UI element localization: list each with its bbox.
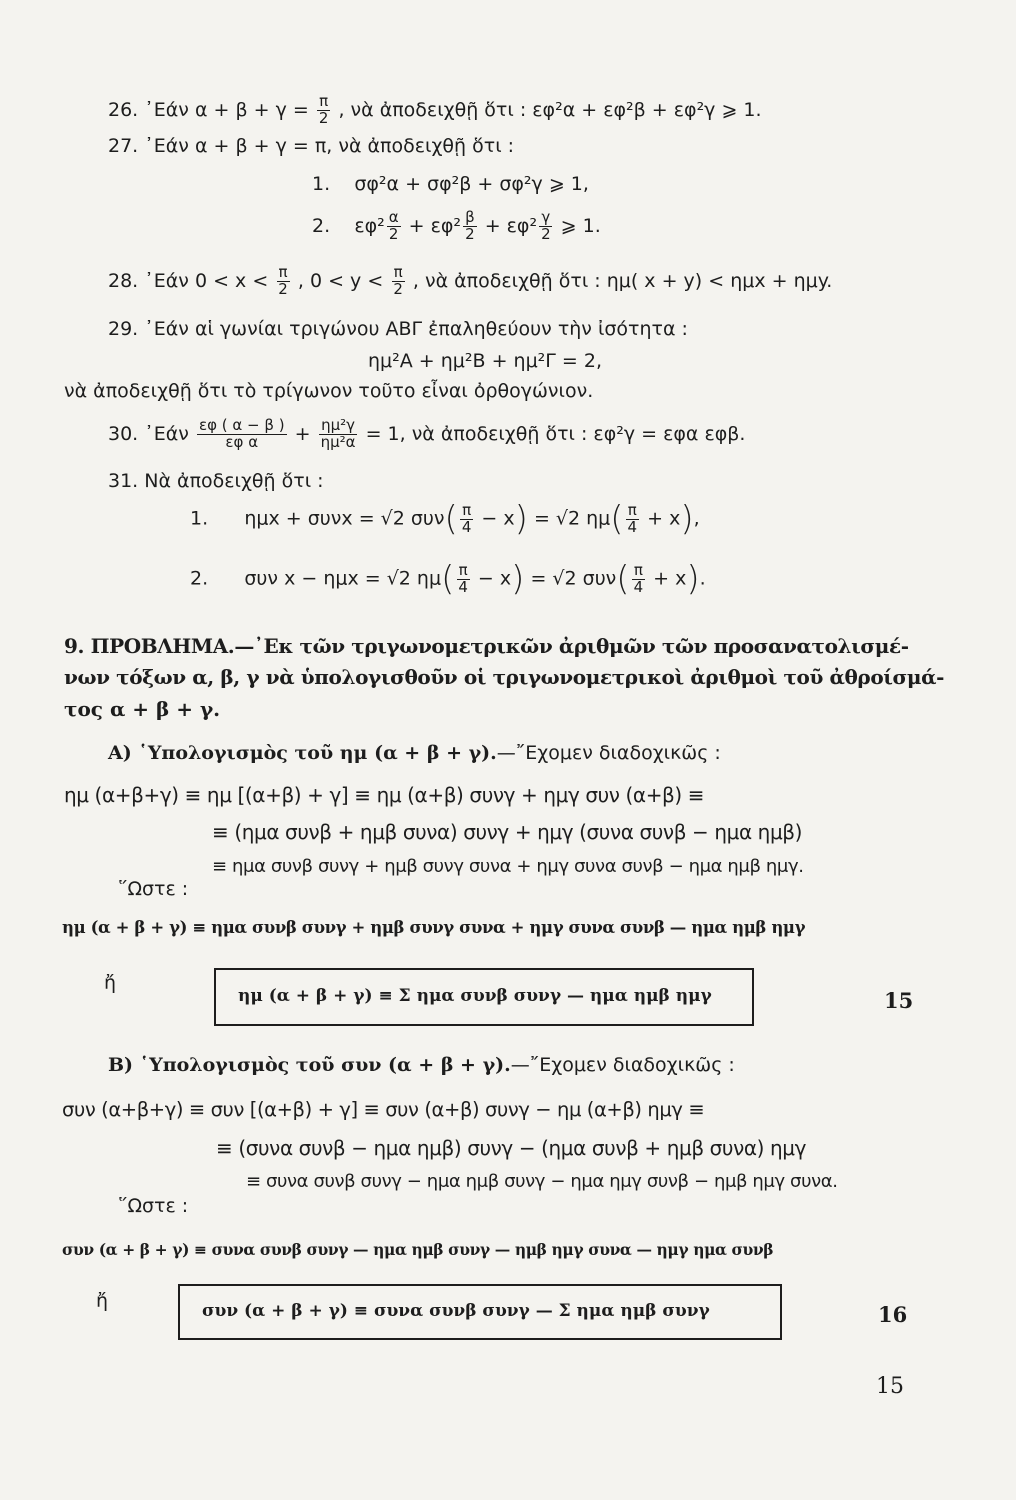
section-heading-line-1: 9. ΠΡΟΒΛΗΜΑ.—᾿Εκ τῶν τριγωνομετρικῶν ἀριθμῶν τῶν προσανατολισμέ- <box>64 634 909 658</box>
fraction-denominator: 2 <box>541 224 551 243</box>
item-text: = √2 ημ <box>533 507 611 530</box>
part-a-title-bold: Α) ῾Υπολογισμὸς τοῦ ημ (α + β + γ). <box>108 742 497 764</box>
item-text: + εφ² <box>408 214 462 237</box>
problem-text: ᾿Εάν <box>144 422 189 445</box>
fraction-denominator: 2 <box>278 279 288 298</box>
fraction <box>391 265 405 298</box>
part-b-line-2: ≡ (συνα συνβ − ημα ημβ) συνγ − (ημα συνβ + ημβ συνα) ημγ <box>216 1136 807 1160</box>
part-a-title <box>108 744 721 763</box>
boxed-formula-text: ημ (α + β + γ) ≡ Σ ημα συνβ συνγ — ημα ημβ ημγ <box>238 986 712 1006</box>
fraction-denominator: 2 <box>393 279 403 298</box>
problem-text: ᾿Εάν α + β + γ = <box>144 98 309 121</box>
fraction-numerator: γ <box>541 208 551 226</box>
part-b-or: ἤ <box>96 1290 109 1312</box>
problem-29-equation: ημ²Α + ημ²Β + ημ²Γ = 2, <box>368 350 602 372</box>
fraction-numerator: π <box>458 560 468 579</box>
section-heading-line-3: τος α + β + γ. <box>64 697 221 721</box>
problem-30 <box>108 418 745 451</box>
fraction-denominator: 4 <box>633 577 644 596</box>
problem-27-item-2 <box>312 210 601 243</box>
fraction-numerator: π <box>278 263 288 281</box>
problem-number: 29. <box>108 318 139 340</box>
part-b-title <box>108 1056 735 1075</box>
item-text: ⩾ 1. <box>560 214 601 237</box>
problem-31-item-2: 2. συν x − ημx = √2 ημ( $\frac{\pi}{4}$ − x) = √2 συν( $\frac{\pi}{4}$ + x). <box>190 559 706 599</box>
fraction-denominator: 2 <box>465 224 475 243</box>
fraction-numerator: π <box>393 263 403 281</box>
problem-29 <box>108 320 688 339</box>
item-text: + x <box>653 567 687 590</box>
fraction-numerator: π <box>633 560 643 579</box>
fraction-denominator: 4 <box>458 577 468 596</box>
fraction-numerator: α <box>388 208 399 226</box>
item-text: + x <box>647 507 681 530</box>
fraction-denominator: ημ²α <box>320 432 356 451</box>
equation-number: 16 <box>878 1302 908 1327</box>
part-b-title-bold: Β) ῾Υπολογισμὸς τοῦ συν (α + β + γ). <box>108 1054 511 1076</box>
problem-text: = 1, νὰ ἀποδειχθῇ ὅτι : εφ²γ = εφα εφβ. <box>365 422 746 445</box>
fraction <box>319 418 358 451</box>
item-text: σφ²α + σφ²β + σφ²γ ⩾ 1, <box>354 173 589 195</box>
fraction-denominator: 2 <box>388 224 399 243</box>
problem-27 <box>108 137 514 156</box>
boxed-formula-text: συν (α + β + γ) ≡ συνα συνβ συνγ — Σ ημα ημβ συνγ <box>202 1301 710 1321</box>
item-text: συν x − ημx = √2 ημ <box>244 567 442 590</box>
fraction-denominator: 2 <box>318 108 329 127</box>
equation-number: 15 <box>884 988 914 1013</box>
item-text: − x <box>477 567 512 590</box>
problem-text: , νὰ ἀποδειχθῇ ὅτι : εφ²α + εφ²β + εφ²γ ⩾ 1. <box>338 98 762 121</box>
part-a-hoste: ῞Ωστε : <box>118 878 189 900</box>
part-b-result: συν (α + β + γ) ≡ συνα συνβ συνγ — ημα ημβ συνγ — ημβ ημγ συνα — ημγ ημα συνβ <box>62 1240 774 1259</box>
problem-28 <box>108 265 832 298</box>
part-b-boxed-formula <box>178 1284 782 1340</box>
fraction <box>197 418 287 451</box>
fraction-denominator: 4 <box>627 517 638 536</box>
problem-text: ᾿Εάν α + β + γ = π, νὰ ἀποδειχθῇ ὅτι : <box>144 135 515 157</box>
fraction <box>632 560 646 596</box>
fraction-numerator: π <box>319 92 329 110</box>
fraction-denominator: 4 <box>461 517 472 536</box>
part-a-title-rest: —῎Εχομεν διαδοχικῶς : <box>496 742 721 764</box>
item-text: εφ² <box>354 214 385 237</box>
item-number: 2. <box>190 567 209 590</box>
problem-26 <box>108 94 762 127</box>
fraction <box>276 265 290 298</box>
part-b-hoste: ῞Ωστε : <box>118 1195 189 1217</box>
problem-number: 28. <box>108 269 139 292</box>
item-text: + εφ² <box>484 214 538 237</box>
fraction <box>626 500 640 536</box>
problem-text: Νὰ ἀποδειχθῇ ὅτι : <box>144 470 324 492</box>
problem-text: ᾿Εάν αἱ γωνίαι τριγώνου ΑΒΓ ἐπαληθεύουν τὴν ἰσότητα : <box>144 318 688 340</box>
problem-27-item-1 <box>312 175 589 194</box>
fraction-numerator: π <box>627 500 637 519</box>
fraction-numerator: π <box>462 500 472 519</box>
item-number: 1. <box>190 507 209 530</box>
problem-number: 27. <box>108 135 139 157</box>
item-text: . <box>699 567 706 590</box>
item-text: = √2 συν <box>530 567 617 590</box>
fraction <box>539 210 553 243</box>
part-b-line-3: ≡ συνα συνβ συνγ − ημα ημβ συνγ − ημα ημγ συνβ − ημβ ημγ συνα. <box>246 1171 838 1192</box>
part-a-line-3: ≡ ημα συνβ συνγ + ημβ συνγ συνα + ημγ συνα συνβ − ημα ημβ ημγ. <box>212 856 804 877</box>
problem-31 <box>108 472 324 491</box>
problem-text: , 0 < y < <box>297 269 384 292</box>
problem-text: ᾿Εάν 0 < x < <box>144 269 269 292</box>
fraction <box>460 500 474 536</box>
problem-29-conclusion: νὰ ἀποδειχθῇ ὅτι τὸ τρίγωνον τοῦτο εἶναι ὀρθογώνιον. <box>64 380 594 402</box>
problem-text: , νὰ ἀποδειχθῇ ὅτι : ημ( x + y) < ημx + ημy. <box>412 269 833 292</box>
item-number: 2. <box>312 214 331 237</box>
part-a-boxed-formula <box>214 968 754 1026</box>
part-a-line-2: ≡ (ημα συνβ + ημβ συνα) συνγ + ημγ (συνα συνβ − ημα ημβ) <box>212 820 803 844</box>
part-a-result: ημ (α + β + γ) ≡ ημα συνβ συνγ + ημβ συνγ συνα + ημγ συνα συνβ — ημα ημβ ημγ <box>62 918 806 937</box>
part-a-line-1: ημ (α+β+γ) ≡ ημ [(α+β) + γ] ≡ ημ (α+β) συνγ + ημγ συν (α+β) ≡ <box>64 783 705 807</box>
item-number: 1. <box>312 173 331 195</box>
fraction <box>456 560 470 596</box>
item-text: ημx + συνx = √2 συν <box>244 507 445 530</box>
part-b-title-rest: —῎Εχομεν διαδοχικῶς : <box>510 1054 735 1076</box>
fraction-numerator: β <box>465 208 475 226</box>
problem-number: 30. <box>108 422 139 445</box>
fraction-numerator: ημ²γ <box>321 416 356 434</box>
fraction <box>463 210 477 243</box>
fraction <box>387 210 401 243</box>
problem-number: 31. <box>108 470 139 492</box>
problem-number: 26. <box>108 98 139 121</box>
problem-text: + <box>294 422 311 445</box>
problem-31-item-1: 1. ημx + συνx = √2 συν( $\frac{\pi}{4}$ − x) = √2 ημ( $\frac{\pi}{4}$ + x), <box>190 499 700 539</box>
fraction <box>317 94 331 127</box>
fraction-numerator: εφ ( α − β ) <box>198 416 285 434</box>
part-a-or: ἤ <box>104 972 117 994</box>
part-b-line-1: συν (α+β+γ) ≡ συν [(α+β) + γ] ≡ συν (α+β) συνγ − ημ (α+β) ημγ ≡ <box>62 1098 705 1121</box>
page-number: 15 <box>876 1374 904 1399</box>
item-text: − x <box>481 507 515 530</box>
item-text: , <box>693 507 700 530</box>
section-heading-line-2: νων τόξων α, β, γ νὰ ὑπολογισθοῦν οἱ τριγωνομετρικοὶ ἀριθμοὶ τοῦ ἀθροίσμά- <box>64 665 945 689</box>
fraction-denominator: εφ α <box>225 432 259 451</box>
